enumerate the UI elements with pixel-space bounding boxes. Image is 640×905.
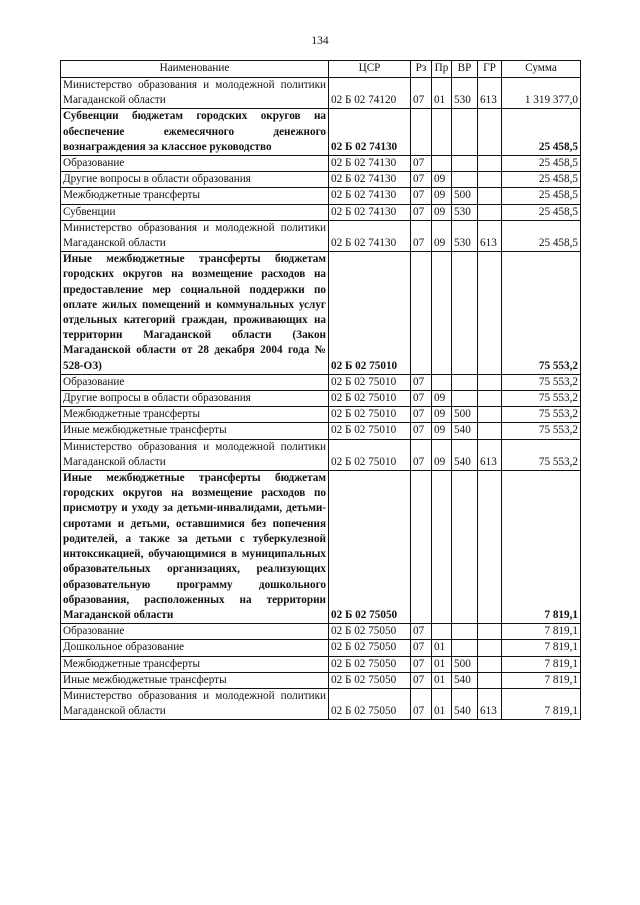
cell-gr	[478, 471, 502, 624]
table-row	[61, 672, 581, 688]
header-pr: Пр	[432, 61, 452, 78]
cell-name: Министерство образования и молодежной политики Магаданской области	[61, 78, 329, 109]
cell-csr: 02 Б 02 75010	[329, 439, 411, 470]
header-rz: Рз	[411, 61, 432, 78]
cell-vr	[452, 391, 478, 407]
cell-name: Другие вопросы в области образования	[61, 172, 329, 188]
cell-csr: 02 Б 02 75010	[329, 252, 411, 375]
cell-sum: 75 553,2	[502, 391, 581, 407]
cell-sum: 75 553,2	[502, 439, 581, 470]
cell-name: Субвенции	[61, 204, 329, 220]
table-row	[61, 423, 581, 439]
cell-gr	[478, 172, 502, 188]
cell-rz: 07	[411, 688, 432, 719]
cell-gr	[478, 656, 502, 672]
cell-name: Иные межбюджетные трансферты бюджетам городских округов на возмещение расходов на предоставление мер социальной поддержки по оплате жилых помещений и коммунальных услуг отдельных категорий граждан, проживающих на территории Магаданской области (Закон Магаданской области от 28 декабря 2004 года № 528-ОЗ)	[61, 252, 329, 375]
cell-name: Образование	[61, 624, 329, 640]
cell-vr: 530	[452, 204, 478, 220]
table-row	[61, 204, 581, 220]
cell-rz: 07	[411, 220, 432, 251]
cell-rz: 07	[411, 439, 432, 470]
cell-rz: 07	[411, 640, 432, 656]
cell-sum: 7 819,1	[502, 656, 581, 672]
cell-gr	[478, 391, 502, 407]
cell-gr	[478, 640, 502, 656]
cell-rz: 07	[411, 78, 432, 109]
table-row	[61, 172, 581, 188]
cell-csr: 02 Б 02 74130	[329, 109, 411, 156]
cell-csr: 02 Б 02 74130	[329, 156, 411, 172]
cell-pr: 01	[432, 640, 452, 656]
cell-rz: 07	[411, 204, 432, 220]
header-name: Наименование	[61, 61, 329, 78]
cell-rz	[411, 471, 432, 624]
cell-pr: 09	[432, 220, 452, 251]
cell-rz: 07	[411, 672, 432, 688]
cell-name: Дошкольное образование	[61, 640, 329, 656]
cell-vr: 540	[452, 439, 478, 470]
cell-pr: 09	[432, 172, 452, 188]
cell-gr: 613	[478, 688, 502, 719]
cell-sum: 25 458,5	[502, 188, 581, 204]
cell-sum: 7 819,1	[502, 624, 581, 640]
cell-rz: 07	[411, 391, 432, 407]
cell-pr: 01	[432, 656, 452, 672]
cell-pr: 01	[432, 78, 452, 109]
cell-gr	[478, 624, 502, 640]
cell-vr: 500	[452, 407, 478, 423]
cell-gr	[478, 374, 502, 390]
table-row	[61, 391, 581, 407]
table-row	[61, 407, 581, 423]
cell-csr: 02 Б 02 74130	[329, 220, 411, 251]
cell-pr	[432, 109, 452, 156]
table-row	[61, 656, 581, 672]
cell-vr: 530	[452, 220, 478, 251]
cell-vr: 540	[452, 688, 478, 719]
cell-csr: 02 Б 02 74130	[329, 188, 411, 204]
table-row	[61, 156, 581, 172]
cell-sum: 25 458,5	[502, 204, 581, 220]
cell-name: Образование	[61, 156, 329, 172]
cell-pr: 01	[432, 688, 452, 719]
cell-vr	[452, 640, 478, 656]
table-row	[61, 220, 581, 251]
cell-gr: 613	[478, 439, 502, 470]
table-row	[61, 640, 581, 656]
cell-rz: 07	[411, 156, 432, 172]
cell-pr: 01	[432, 672, 452, 688]
cell-gr: 613	[478, 220, 502, 251]
cell-gr	[478, 252, 502, 375]
cell-csr: 02 Б 02 75050	[329, 640, 411, 656]
cell-name: Иные межбюджетные трансферты	[61, 672, 329, 688]
cell-csr: 02 Б 02 75050	[329, 688, 411, 719]
cell-sum: 75 553,2	[502, 252, 581, 375]
header-sum: Сумма	[502, 61, 581, 78]
cell-name: Другие вопросы в области образования	[61, 391, 329, 407]
cell-csr: 02 Б 02 75050	[329, 624, 411, 640]
cell-csr: 02 Б 02 75050	[329, 471, 411, 624]
cell-pr	[432, 252, 452, 375]
cell-csr: 02 Б 02 74120	[329, 78, 411, 109]
cell-pr	[432, 624, 452, 640]
cell-csr: 02 Б 02 74130	[329, 172, 411, 188]
cell-name: Субвенции бюджетам городских округов на обеспечение ежемесячного денежного вознаграждения за классное руководство	[61, 109, 329, 156]
table-row	[61, 471, 581, 624]
cell-gr	[478, 204, 502, 220]
cell-rz: 07	[411, 172, 432, 188]
cell-vr: 540	[452, 672, 478, 688]
cell-sum: 75 553,2	[502, 407, 581, 423]
cell-gr	[478, 156, 502, 172]
table-header-row	[61, 61, 581, 78]
table-row	[61, 252, 581, 375]
cell-name: Министерство образования и молодежной политики Магаданской области	[61, 439, 329, 470]
cell-pr	[432, 374, 452, 390]
table-row	[61, 439, 581, 470]
header-gr: ГР	[478, 61, 502, 78]
cell-pr: 09	[432, 407, 452, 423]
cell-sum: 7 819,1	[502, 640, 581, 656]
cell-csr: 02 Б 02 75010	[329, 423, 411, 439]
cell-rz: 07	[411, 188, 432, 204]
cell-sum: 7 819,1	[502, 672, 581, 688]
table-row	[61, 688, 581, 719]
cell-vr: 500	[452, 656, 478, 672]
cell-name: Министерство образования и молодежной политики Магаданской области	[61, 220, 329, 251]
cell-sum: 75 553,2	[502, 374, 581, 390]
cell-gr	[478, 407, 502, 423]
table-row	[61, 109, 581, 156]
cell-vr: 500	[452, 188, 478, 204]
cell-vr	[452, 156, 478, 172]
cell-sum: 7 819,1	[502, 688, 581, 719]
cell-sum: 25 458,5	[502, 109, 581, 156]
cell-rz: 07	[411, 423, 432, 439]
cell-vr	[452, 374, 478, 390]
cell-csr: 02 Б 02 75010	[329, 374, 411, 390]
cell-name: Министерство образования и молодежной политики Магаданской области	[61, 688, 329, 719]
cell-sum: 25 458,5	[502, 220, 581, 251]
cell-rz: 07	[411, 624, 432, 640]
cell-gr: 613	[478, 78, 502, 109]
budget-table	[60, 60, 581, 720]
page-number: 134	[311, 35, 329, 47]
cell-gr	[478, 423, 502, 439]
cell-vr	[452, 109, 478, 156]
table-row	[61, 374, 581, 390]
cell-name: Иные межбюджетные трансферты	[61, 423, 329, 439]
cell-vr: 530	[452, 78, 478, 109]
cell-csr: 02 Б 02 75050	[329, 656, 411, 672]
cell-vr	[452, 172, 478, 188]
cell-gr	[478, 109, 502, 156]
cell-pr	[432, 156, 452, 172]
cell-pr: 09	[432, 391, 452, 407]
cell-csr: 02 Б 02 75010	[329, 407, 411, 423]
table-row	[61, 624, 581, 640]
cell-name: Межбюджетные трансферты	[61, 188, 329, 204]
cell-sum: 25 458,5	[502, 156, 581, 172]
cell-pr: 09	[432, 439, 452, 470]
cell-pr: 09	[432, 423, 452, 439]
cell-sum: 7 819,1	[502, 471, 581, 624]
cell-vr	[452, 252, 478, 375]
cell-rz: 07	[411, 656, 432, 672]
header-vr: ВР	[452, 61, 478, 78]
cell-rz: 07	[411, 407, 432, 423]
cell-sum: 1 319 377,0	[502, 78, 581, 109]
cell-sum: 25 458,5	[502, 172, 581, 188]
cell-gr	[478, 672, 502, 688]
cell-name: Межбюджетные трансферты	[61, 656, 329, 672]
cell-rz: 07	[411, 374, 432, 390]
cell-rz	[411, 252, 432, 375]
table-row	[61, 78, 581, 109]
cell-name: Межбюджетные трансферты	[61, 407, 329, 423]
cell-name: Образование	[61, 374, 329, 390]
header-csr: ЦСР	[329, 61, 411, 78]
cell-pr	[432, 471, 452, 624]
cell-csr: 02 Б 02 75050	[329, 672, 411, 688]
table-row	[61, 188, 581, 204]
cell-csr: 02 Б 02 75010	[329, 391, 411, 407]
cell-gr	[478, 188, 502, 204]
cell-rz	[411, 109, 432, 156]
cell-name: Иные межбюджетные трансферты бюджетам городских округов на возмещение расходов по присмотру и уходу за детьми-инвалидами, детьми-сиротами и детьми, оставшимися без попечения родителей, а также за детьми с туберкулезной интоксикацией, обучающимися в муниципальных образовательных организациях, реализующих образовательную программу дошкольного образования, расположенных на территории Магаданской области	[61, 471, 329, 624]
cell-vr	[452, 471, 478, 624]
cell-pr: 09	[432, 188, 452, 204]
cell-pr: 09	[432, 204, 452, 220]
cell-vr: 540	[452, 423, 478, 439]
cell-vr	[452, 624, 478, 640]
cell-sum: 75 553,2	[502, 423, 581, 439]
cell-csr: 02 Б 02 74130	[329, 204, 411, 220]
